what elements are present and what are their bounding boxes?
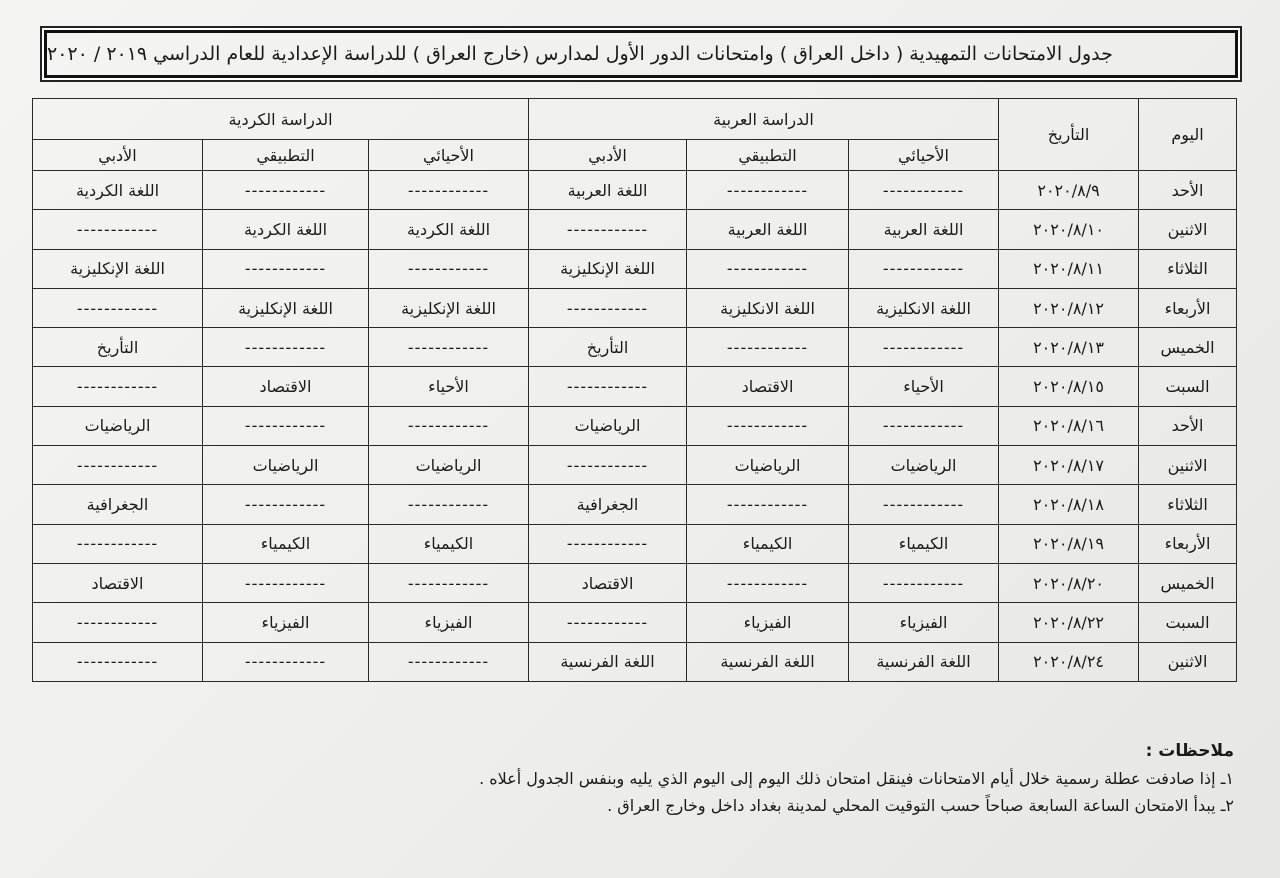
kurdish-exam-cell: الجغرافية: [33, 485, 203, 524]
arabic-exam-cell: اللغة الإنكليزية: [529, 249, 687, 288]
arabic-exam-cell: الرياضيات: [849, 446, 999, 485]
arabic-exam-cell: اللغة الانكليزية: [849, 288, 999, 327]
kurdish-exam-cell: ------------: [33, 642, 203, 681]
table-row: [33, 288, 1237, 327]
arabic-exam-cell: ------------: [529, 524, 687, 563]
header-arabic-biology: الأحيائي: [849, 140, 999, 171]
kurdish-exam-cell: ------------: [33, 446, 203, 485]
kurdish-exam-cell: ------------: [369, 642, 529, 681]
date-cell: ٢٠٢٠/٨/٢٤: [999, 642, 1139, 681]
kurdish-exam-cell: اللغة الإنكليزية: [33, 249, 203, 288]
arabic-exam-cell: الرياضيات: [687, 446, 849, 485]
table-row: [33, 210, 1237, 249]
kurdish-exam-cell: ------------: [33, 288, 203, 327]
kurdish-exam-cell: ------------: [369, 485, 529, 524]
arabic-exam-cell: ------------: [687, 485, 849, 524]
day-cell: الخميس: [1139, 328, 1237, 367]
arabic-exam-cell: اللغة الانكليزية: [687, 288, 849, 327]
kurdish-exam-cell: ------------: [33, 210, 203, 249]
header-date: التأريخ: [999, 99, 1139, 171]
arabic-exam-cell: الجغرافية: [529, 485, 687, 524]
arabic-exam-cell: ------------: [687, 171, 849, 210]
arabic-exam-cell: التأريخ: [529, 328, 687, 367]
kurdish-exam-cell: ------------: [203, 642, 369, 681]
kurdish-exam-cell: الرياضيات: [33, 406, 203, 445]
table-row: [33, 367, 1237, 406]
arabic-exam-cell: ------------: [687, 563, 849, 602]
header-kurdish-study: الدراسة الكردية: [33, 99, 529, 140]
kurdish-exam-cell: اللغة الإنكليزية: [203, 288, 369, 327]
title-box: [44, 30, 1238, 78]
kurdish-exam-cell: الرياضيات: [369, 446, 529, 485]
arabic-exam-cell: ------------: [849, 563, 999, 602]
arabic-exam-cell: ------------: [529, 446, 687, 485]
arabic-exam-cell: الفيزياء: [849, 603, 999, 642]
header-arabic-applied: التطبيقي: [687, 140, 849, 171]
arabic-exam-cell: الأحياء: [849, 367, 999, 406]
date-cell: ٢٠٢٠/٨/١٦: [999, 406, 1139, 445]
arabic-exam-cell: اللغة العربية: [687, 210, 849, 249]
arabic-exam-cell: اللغة الفرنسية: [687, 642, 849, 681]
kurdish-exam-cell: ------------: [203, 249, 369, 288]
date-cell: ٢٠٢٠/٨/٩: [999, 171, 1139, 210]
date-cell: ٢٠٢٠/٨/١٢: [999, 288, 1139, 327]
kurdish-exam-cell: الفيزياء: [203, 603, 369, 642]
kurdish-exam-cell: ------------: [203, 406, 369, 445]
kurdish-exam-cell: ------------: [369, 563, 529, 602]
arabic-exam-cell: اللغة العربية: [849, 210, 999, 249]
day-cell: الثلاثاء: [1139, 485, 1237, 524]
kurdish-exam-cell: الاقتصاد: [33, 563, 203, 602]
date-cell: ٢٠٢٠/٨/١٩: [999, 524, 1139, 563]
notes-section: [34, 738, 1234, 819]
kurdish-exam-cell: الكيمياء: [203, 524, 369, 563]
arabic-exam-cell: اللغة الفرنسية: [529, 642, 687, 681]
table-row: [33, 249, 1237, 288]
arabic-exam-cell: ------------: [529, 367, 687, 406]
table-row: [33, 406, 1237, 445]
arabic-exam-cell: الكيمياء: [849, 524, 999, 563]
table-row: [33, 171, 1237, 210]
table-row: [33, 603, 1237, 642]
header-kurdish-applied: التطبيقي: [203, 140, 369, 171]
kurdish-exam-cell: الاقتصاد: [203, 367, 369, 406]
notes-title: ملاحظات :: [1145, 741, 1234, 761]
arabic-exam-cell: ------------: [849, 328, 999, 367]
arabic-exam-cell: اللغة الفرنسية: [849, 642, 999, 681]
kurdish-exam-cell: ------------: [369, 328, 529, 367]
day-cell: الاثنين: [1139, 446, 1237, 485]
day-cell: الاثنين: [1139, 642, 1237, 681]
day-cell: الأربعاء: [1139, 524, 1237, 563]
arabic-exam-cell: الكيمياء: [687, 524, 849, 563]
kurdish-exam-cell: الأحياء: [369, 367, 529, 406]
header-arabic-study: الدراسة العربية: [529, 99, 999, 140]
table-row: [33, 642, 1237, 681]
kurdish-exam-cell: ------------: [203, 171, 369, 210]
kurdish-exam-cell: ------------: [203, 328, 369, 367]
arabic-exam-cell: الاقتصاد: [687, 367, 849, 406]
kurdish-exam-cell: اللغة الكردية: [369, 210, 529, 249]
header-day: اليوم: [1139, 99, 1237, 171]
header-kurdish-literary: الأدبي: [33, 140, 203, 171]
table-row: [33, 563, 1237, 602]
arabic-exam-cell: الرياضيات: [529, 406, 687, 445]
note-item: ١ـ إذا صادفت عطلة رسمية خلال أيام الامتحانات فينقل امتحان ذلك اليوم إلى اليوم الذي يليه وبنفس الجدول أعلاه .: [479, 769, 1234, 788]
table-row: [33, 524, 1237, 563]
date-cell: ٢٠٢٠/٨/١١: [999, 249, 1139, 288]
arabic-exam-cell: ------------: [849, 171, 999, 210]
date-cell: ٢٠٢٠/٨/٢٠: [999, 563, 1139, 602]
arabic-exam-cell: الاقتصاد: [529, 563, 687, 602]
kurdish-exam-cell: ------------: [369, 406, 529, 445]
date-cell: ٢٠٢٠/٨/١٥: [999, 367, 1139, 406]
arabic-exam-cell: ------------: [849, 406, 999, 445]
table-row: [33, 485, 1237, 524]
day-cell: الخميس: [1139, 563, 1237, 602]
kurdish-exam-cell: ------------: [33, 367, 203, 406]
kurdish-exam-cell: اللغة الكردية: [203, 210, 369, 249]
page-title: جدول الامتحانات التمهيدية ( داخل العراق ) وامتحانات الدور الأول لمدارس (خارج العراق ) للدراسة الإعدادية للعام الدراسي ٢٠١٩ / ٢٠٢٠: [47, 43, 1113, 65]
day-cell: الأحد: [1139, 171, 1237, 210]
arabic-exam-cell: الفيزياء: [687, 603, 849, 642]
kurdish-exam-cell: اللغة الكردية: [33, 171, 203, 210]
header-arabic-literary: الأدبي: [529, 140, 687, 171]
kurdish-exam-cell: ------------: [203, 563, 369, 602]
kurdish-exam-cell: التأريخ: [33, 328, 203, 367]
arabic-exam-cell: ------------: [529, 603, 687, 642]
arabic-exam-cell: ------------: [687, 406, 849, 445]
day-cell: الاثنين: [1139, 210, 1237, 249]
kurdish-exam-cell: ------------: [369, 171, 529, 210]
date-cell: ٢٠٢٠/٨/١٨: [999, 485, 1139, 524]
note-item: ٢ـ يبدأ الامتحان الساعة السابعة صباحاً حسب التوقيت المحلي لمدينة بغداد داخل وخارج العراق .: [607, 796, 1234, 815]
arabic-exam-cell: ------------: [687, 249, 849, 288]
kurdish-exam-cell: الكيمياء: [369, 524, 529, 563]
kurdish-exam-cell: الفيزياء: [369, 603, 529, 642]
date-cell: ٢٠٢٠/٨/٢٢: [999, 603, 1139, 642]
kurdish-exam-cell: ------------: [33, 524, 203, 563]
day-cell: الثلاثاء: [1139, 249, 1237, 288]
table-row: [33, 446, 1237, 485]
arabic-exam-cell: ------------: [849, 485, 999, 524]
exam-schedule-table: [32, 98, 1237, 682]
header-kurdish-biology: الأحيائي: [369, 140, 529, 171]
kurdish-exam-cell: ------------: [33, 603, 203, 642]
date-cell: ٢٠٢٠/٨/١٧: [999, 446, 1139, 485]
day-cell: الأحد: [1139, 406, 1237, 445]
arabic-exam-cell: ------------: [687, 328, 849, 367]
day-cell: السبت: [1139, 603, 1237, 642]
kurdish-exam-cell: ------------: [203, 485, 369, 524]
date-cell: ٢٠٢٠/٨/١٣: [999, 328, 1139, 367]
arabic-exam-cell: ------------: [529, 288, 687, 327]
kurdish-exam-cell: اللغة الإنكليزية: [369, 288, 529, 327]
arabic-exam-cell: ------------: [849, 249, 999, 288]
schedule-body: [33, 171, 1237, 682]
day-cell: الأربعاء: [1139, 288, 1237, 327]
kurdish-exam-cell: الرياضيات: [203, 446, 369, 485]
day-cell: السبت: [1139, 367, 1237, 406]
arabic-exam-cell: اللغة العربية: [529, 171, 687, 210]
kurdish-exam-cell: ------------: [369, 249, 529, 288]
table-row: [33, 328, 1237, 367]
date-cell: ٢٠٢٠/٨/١٠: [999, 210, 1139, 249]
arabic-exam-cell: ------------: [529, 210, 687, 249]
